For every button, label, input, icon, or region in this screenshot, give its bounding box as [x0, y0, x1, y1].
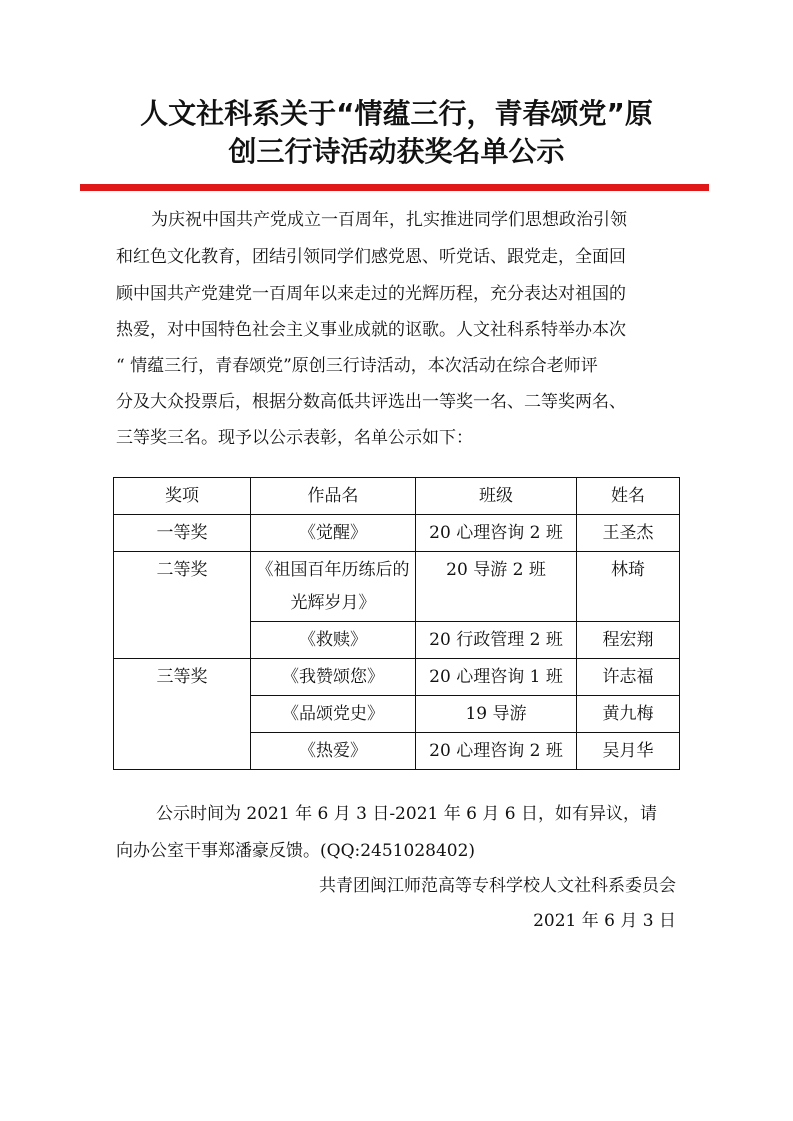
body-paragraph-line: 热爱，对中国特色社会主义事业成就的讴歌。人文社科系特举办本次 — [116, 320, 626, 340]
body-paragraph-line: 为庆祝中国共产党成立一百周年，扎实推进同学们思想政治引领 — [151, 210, 627, 230]
class-name: 20 行政管理 2 班 — [416, 622, 577, 659]
header-class: 班级 — [416, 478, 577, 515]
winner-name: 王圣杰 — [577, 515, 680, 552]
body-paragraph-line: “ 情蕴三行，青春颂党”原创三行诗活动，本次活动在综合老师评 — [116, 356, 598, 376]
publicity-period-notice: 公示时间为 2021 年 6 月 3 日-2021 年 6 月 6 日，如有异议，请 — [156, 804, 657, 824]
class-name: 20 导游 2 班 — [416, 552, 577, 622]
class-name: 20 心理咨询 2 班 — [416, 733, 577, 770]
header-award: 奖项 — [114, 478, 251, 515]
class-name: 19 导游 — [416, 696, 577, 733]
body-paragraph-line: 分及大众投票后，根据分数高低共评选出一等奖一名、二等奖两名、 — [116, 392, 626, 412]
feedback-contact-notice: 向办公室干事郑潘豪反馈。(QQ:2451028402) — [116, 841, 476, 861]
work-title: 《救赎》 — [251, 622, 416, 659]
winner-name: 程宏翔 — [577, 622, 680, 659]
table-header-row — [114, 478, 680, 515]
issuer-signature: 共青团闽江师范高等专科学校人文社科系委员会 — [319, 876, 676, 896]
body-paragraph-line: 和红色文化教育，团结引领同学们感党恩、听党话、跟党走，全面回 — [116, 247, 626, 267]
document-title-line-2: 创三行诗活动获奖名单公示 — [228, 135, 565, 168]
header-name: 姓名 — [577, 478, 680, 515]
class-name: 20 心理咨询 1 班 — [416, 659, 577, 696]
work-title: 《我赞颂您》 — [251, 659, 416, 696]
work-title: 《祖国百年历练后的光辉岁月》 — [251, 552, 416, 622]
work-title: 《品颂党史》 — [251, 696, 416, 733]
red-divider-rule — [80, 184, 709, 191]
header-work-title: 作品名 — [251, 478, 416, 515]
winner-name: 黄九梅 — [577, 696, 680, 733]
award-level: 三等奖 — [114, 659, 251, 770]
winner-name: 吴月华 — [577, 733, 680, 770]
winner-name: 许志福 — [577, 659, 680, 696]
body-paragraph-line: 三等奖三名。现予以公示表彰，名单公示如下： — [116, 428, 473, 448]
document-title-line-1: 人文社科系关于“情蕴三行，青春颂党”原 — [140, 97, 653, 130]
table-row — [114, 552, 680, 622]
body-paragraph-line: 顾中国共产党建党一百周年以来走过的光辉历程，充分表达对祖国的 — [116, 284, 626, 304]
award-level: 一等奖 — [114, 515, 251, 552]
award-level: 二等奖 — [114, 552, 251, 659]
table-row — [114, 515, 680, 552]
work-title: 《觉醒》 — [251, 515, 416, 552]
issue-date: 2021 年 6 月 3 日 — [533, 911, 676, 931]
award-winners-table — [113, 477, 680, 770]
class-name: 20 心理咨询 2 班 — [416, 515, 577, 552]
table-row — [114, 659, 680, 696]
winner-name: 林琦 — [577, 552, 680, 622]
work-title: 《热爱》 — [251, 733, 416, 770]
